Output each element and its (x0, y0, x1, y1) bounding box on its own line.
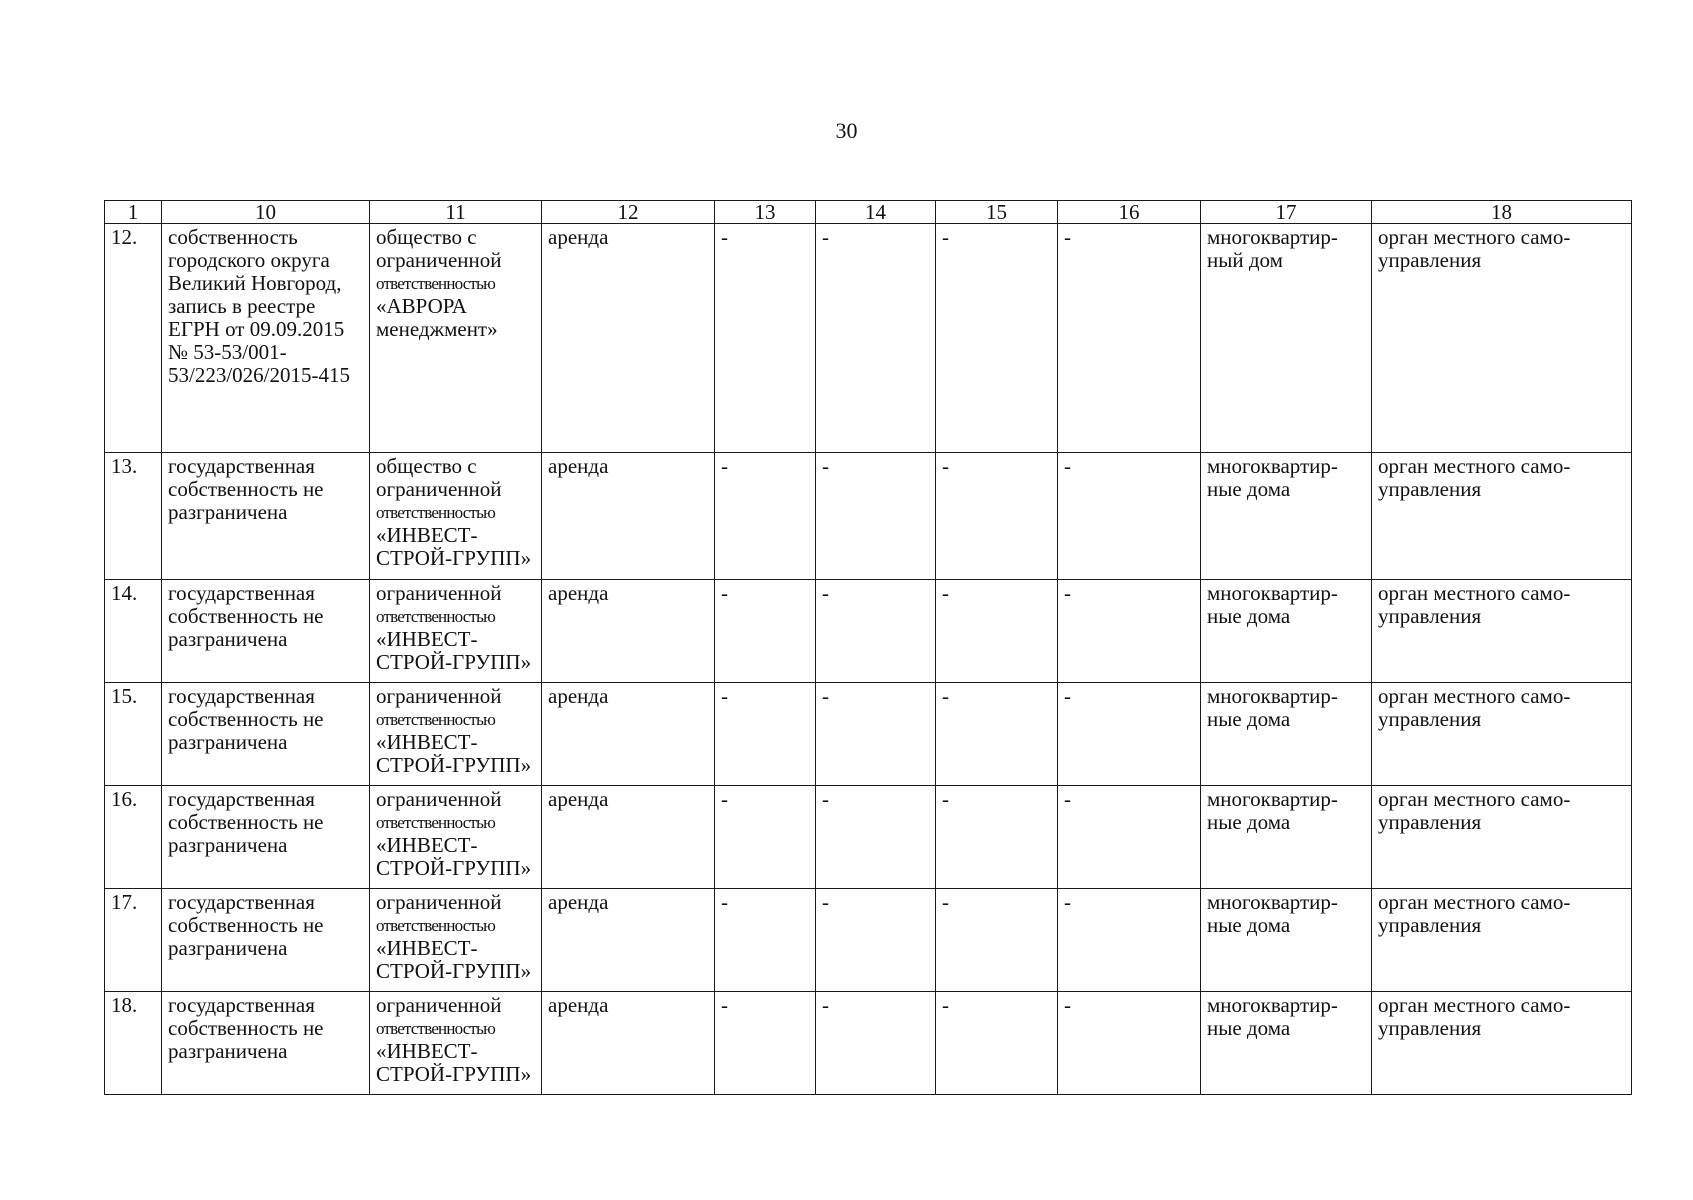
table-row (105, 683, 1632, 786)
org-name: «ИНВЕСТ-СТРОЙ-ГРУПП» (376, 936, 532, 983)
header-col-14: 14 (816, 201, 936, 224)
org-liability: ответственностью (376, 503, 496, 522)
cell-15: - (936, 683, 1058, 786)
cell-14: - (816, 786, 936, 889)
org-name: «ИНВЕСТ-СТРОЙ-ГРУПП» (376, 730, 532, 777)
org-liability: ответственностью (376, 916, 496, 935)
ownership-cell: государственная собственность не разграничена (162, 992, 370, 1095)
authority-cell: орган местного само-управления (1372, 683, 1632, 786)
cell-15: - (936, 224, 1058, 453)
organization-cell (370, 889, 542, 992)
organization-cell (370, 224, 542, 453)
cell-14: - (816, 992, 936, 1095)
org-type: ограниченной (376, 787, 502, 811)
cell-16: - (1058, 889, 1201, 992)
row-number: 12. (105, 224, 162, 453)
ownership-cell: государственная собственность не разграничена (162, 453, 370, 580)
org-liability: ответственностью (376, 710, 496, 729)
cell-13: - (715, 992, 816, 1095)
cell-15: - (936, 889, 1058, 992)
cell-14: - (816, 453, 936, 580)
table-row (105, 224, 1632, 453)
org-type: ограниченной (376, 581, 502, 605)
row-number: 14. (105, 580, 162, 683)
header-col-15: 15 (936, 201, 1058, 224)
cell-15: - (936, 992, 1058, 1095)
org-liability: ответственностью (376, 813, 496, 832)
org-name: «ИНВЕСТ-СТРОЙ-ГРУПП» (376, 1039, 532, 1086)
org-type: ограниченной (376, 890, 502, 914)
right-type-cell: аренда (542, 683, 715, 786)
right-type-cell: аренда (542, 224, 715, 453)
header-col-1: 1 (105, 201, 162, 224)
org-type: ограниченной (376, 993, 502, 1017)
org-liability: ответственностью (376, 607, 496, 626)
right-type-cell: аренда (542, 453, 715, 580)
cell-13: - (715, 889, 816, 992)
row-number: 17. (105, 889, 162, 992)
object-cell: многоквартир-ные дома (1201, 453, 1372, 580)
ownership-cell: государственная собственность не разграничена (162, 580, 370, 683)
header-col-12: 12 (542, 201, 715, 224)
right-type-cell: аренда (542, 889, 715, 992)
cell-16: - (1058, 453, 1201, 580)
ownership-cell: государственная собственность не разграничена (162, 889, 370, 992)
header-col-13: 13 (715, 201, 816, 224)
authority-cell: орган местного само-управления (1372, 580, 1632, 683)
org-name: «ИНВЕСТ-СТРОЙ-ГРУПП» (376, 833, 532, 880)
cell-16: - (1058, 580, 1201, 683)
cell-14: - (816, 683, 936, 786)
cell-14: - (816, 580, 936, 683)
header-col-18: 18 (1372, 201, 1632, 224)
organization-cell (370, 580, 542, 683)
ownership-cell: собственность городского округа Великий Новгород, запись в реестре ЕГРН от 09.09.2015 № 53-53/001-53/223/026/2015-415 (162, 224, 370, 453)
object-cell: многоквартир-ный дом (1201, 224, 1372, 453)
org-liability: ответственностью (376, 274, 496, 293)
ownership-cell: государственная собственность не разграничена (162, 683, 370, 786)
organization-cell (370, 683, 542, 786)
cell-15: - (936, 580, 1058, 683)
org-liability: ответственностью (376, 1019, 496, 1038)
organization-cell (370, 453, 542, 580)
authority-cell: орган местного само-управления (1372, 224, 1632, 453)
cell-16: - (1058, 992, 1201, 1095)
cell-15: - (936, 453, 1058, 580)
cell-13: - (715, 786, 816, 889)
object-cell: многоквартир-ные дома (1201, 683, 1372, 786)
registry-table (104, 200, 1632, 1095)
organization-cell (370, 992, 542, 1095)
header-col-17: 17 (1201, 201, 1372, 224)
right-type-cell: аренда (542, 580, 715, 683)
org-type: общество с ограниченной (376, 454, 502, 501)
right-type-cell: аренда (542, 992, 715, 1095)
row-number: 15. (105, 683, 162, 786)
org-name: «АВРОРА менеджмент» (376, 294, 498, 341)
table-row (105, 453, 1632, 580)
organization-cell (370, 786, 542, 889)
header-col-16: 16 (1058, 201, 1201, 224)
table-row (105, 992, 1632, 1095)
cell-13: - (715, 580, 816, 683)
object-cell: многоквартир-ные дома (1201, 580, 1372, 683)
cell-13: - (715, 224, 816, 453)
org-type: ограниченной (376, 684, 502, 708)
cell-14: - (816, 224, 936, 453)
right-type-cell: аренда (542, 786, 715, 889)
cell-15: - (936, 786, 1058, 889)
org-type: общество с ограниченной (376, 225, 502, 272)
cell-16: - (1058, 224, 1201, 453)
cell-16: - (1058, 683, 1201, 786)
header-col-11: 11 (370, 201, 542, 224)
table-row (105, 580, 1632, 683)
header-row (105, 201, 1632, 224)
authority-cell: орган местного само-управления (1372, 889, 1632, 992)
cell-13: - (715, 453, 816, 580)
object-cell: многоквартир-ные дома (1201, 786, 1372, 889)
table-row (105, 889, 1632, 992)
ownership-cell: государственная собственность не разграничена (162, 786, 370, 889)
cell-14: - (816, 889, 936, 992)
org-name: «ИНВЕСТ-СТРОЙ-ГРУПП» (376, 627, 532, 674)
row-number: 16. (105, 786, 162, 889)
authority-cell: орган местного само-управления (1372, 992, 1632, 1095)
table-row (105, 786, 1632, 889)
row-number: 18. (105, 992, 162, 1095)
header-col-10: 10 (162, 201, 370, 224)
cell-13: - (715, 683, 816, 786)
page-number: 30 (835, 118, 858, 143)
row-number: 13. (105, 453, 162, 580)
object-cell: многоквартир-ные дома (1201, 992, 1372, 1095)
cell-16: - (1058, 786, 1201, 889)
object-cell: многоквартир-ные дома (1201, 889, 1372, 992)
org-name: «ИНВЕСТ-СТРОЙ-ГРУПП» (376, 523, 532, 570)
authority-cell: орган местного само-управления (1372, 786, 1632, 889)
authority-cell: орган местного само-управления (1372, 453, 1632, 580)
